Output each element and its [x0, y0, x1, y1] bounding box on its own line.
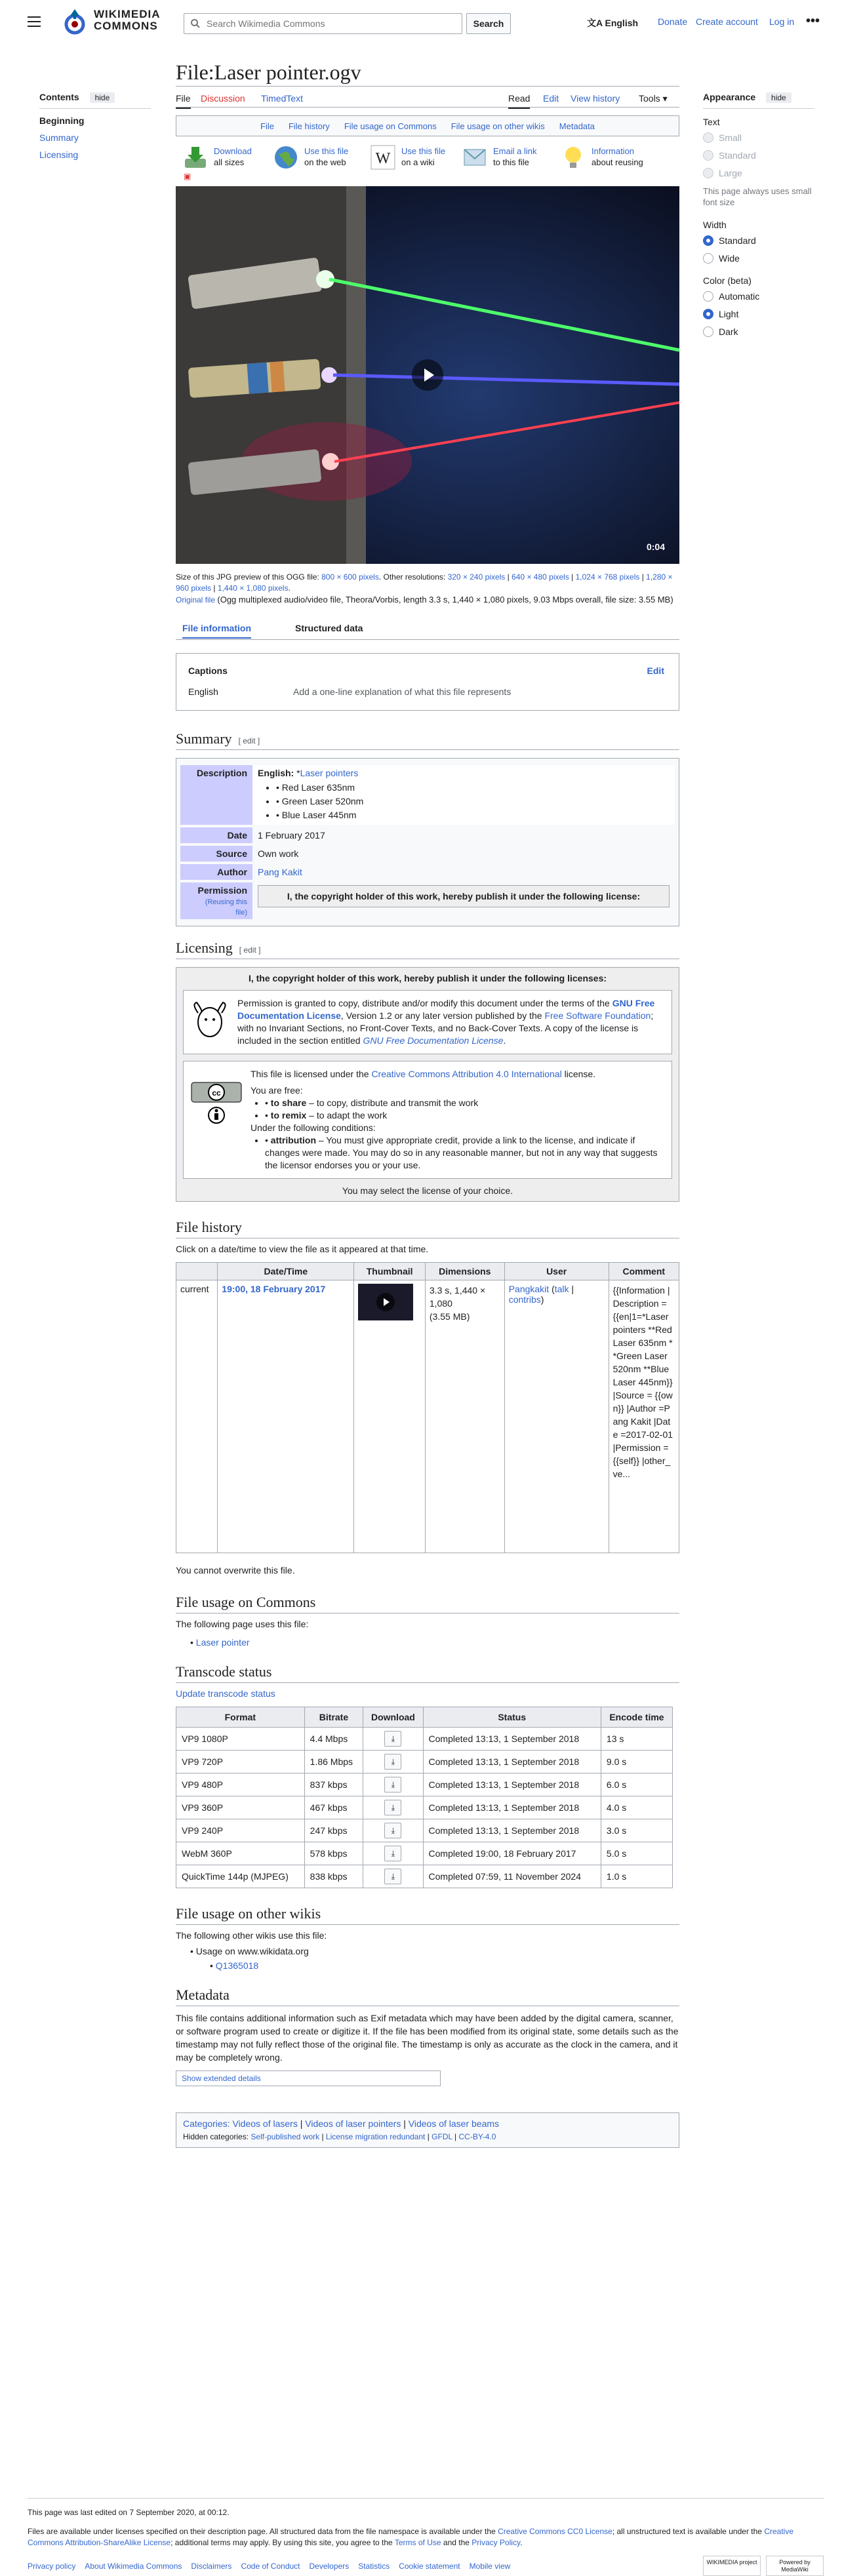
- categories-label-link[interactable]: Categories:: [183, 2118, 230, 2129]
- text-size-small-option: Small: [703, 132, 814, 143]
- tab-discussion[interactable]: Discussion: [201, 93, 245, 104]
- history-comment: {{Information |Description = {{en|1=*Laser pointers **Red Laser 635nm **Green Laser 520nm **Blue Laser 445nm}} |Source = {{own}} |Author =Pang Kakit |Date =2017-02-01 |Permission ={{self}} |other_ve...: [609, 1280, 679, 1553]
- transcode-heading: Transcode status: [176, 1661, 679, 1683]
- category-link[interactable]: Videos of lasers: [232, 2118, 298, 2129]
- captions-box: [176, 653, 679, 711]
- download-icon[interactable]: ⤓: [384, 1846, 401, 1861]
- cc-by-icon: [190, 1081, 243, 1127]
- gfdl-license: Permission is granted to copy, distribute and/or modify this document under the terms of the GNU Free Documentation License, Version 1.2 or any later version published by the Free Software Foundation; with no Invariant Sections, no Front-Cover Texts, and no Back-Cover Texts. A copy of the license is included in the section entitled GNU Free Documentation License.: [183, 990, 672, 1054]
- powered-by-mediawiki-badge[interactable]: Powered by MediaWiki: [766, 2556, 824, 2576]
- search-button[interactable]: Search: [466, 13, 511, 34]
- captions-title: Captions: [188, 665, 228, 676]
- col-format: Format: [176, 1707, 305, 1728]
- preview-size-link[interactable]: 800 × 600 pixels: [321, 572, 379, 582]
- otherwikis-intro: The following other wikis use this file:: [176, 1930, 327, 1941]
- toc-title: Contents: [39, 92, 79, 102]
- create-account-link[interactable]: Create account: [696, 16, 758, 27]
- footer-link[interactable]: Cookie statement: [399, 2562, 460, 2571]
- table-row: VP9 360P 467 kbps ⤓ Completed 13:13, 1 September 2018 4.0 s: [176, 1796, 673, 1819]
- license-box: [176, 967, 679, 1202]
- wikidata-usage: • Usage on www.wikidata.org: [190, 1946, 309, 1956]
- width-label: Width: [703, 220, 727, 230]
- appearance-title: Appearance: [703, 92, 756, 102]
- fsf-link[interactable]: Free Software Foundation: [544, 1010, 651, 1021]
- page-title: File:Laser pointer.ogv: [176, 59, 679, 87]
- information-table: [176, 758, 679, 926]
- color-dark-option[interactable]: Dark: [703, 327, 814, 337]
- hidden-category-link[interactable]: CC-BY-4.0: [458, 2132, 496, 2141]
- use-on-web-action[interactable]: Use this file on the web: [273, 144, 348, 170]
- cc0-link[interactable]: Creative Commons CC0 License: [498, 2527, 612, 2536]
- metadata-heading: Metadata: [176, 1984, 679, 2006]
- update-transcode-link[interactable]: Update transcode status: [176, 1688, 275, 1699]
- donate-link[interactable]: Donate: [658, 16, 688, 27]
- width-standard-option[interactable]: Standard: [703, 235, 814, 246]
- table-row: WebM 360P 578 kbps ⤓ Completed 19:00, 18 February 2017 5.0 s: [176, 1842, 673, 1865]
- svg-text:cc: cc: [212, 1088, 221, 1098]
- resolution-link[interactable]: 1,440 × 1,080 pixels: [217, 584, 289, 593]
- lightbulb-icon: [560, 144, 586, 170]
- caption-placeholder[interactable]: Add a one-line explanation of what this file represents: [293, 686, 511, 697]
- license-choice-note: You may select the license of your choice.: [342, 1185, 513, 1196]
- gfdl-link[interactable]: GNU Free Documentation License: [237, 998, 655, 1021]
- footer-link[interactable]: Statistics: [358, 2562, 390, 2571]
- wikipedia-icon: [370, 144, 396, 170]
- user-contribs-link[interactable]: contribs: [508, 1294, 541, 1305]
- gfdl-section-link[interactable]: GNU Free Documentation License: [363, 1035, 504, 1046]
- toc-hide-button[interactable]: hide: [90, 92, 115, 103]
- page-tabs: [176, 88, 679, 108]
- author-link[interactable]: Pang Kakit: [258, 867, 302, 877]
- license-notice: Files are available under licenses specified on their description page. All structured data from the file namespace is available under the Creative Commons CC0 License; all unstructured text is available under the Creative Commons Attribution-ShareAlike License; additional terms may apply. By using this site, you agree to the Terms of Use and the Privacy Policy.: [28, 2527, 793, 2547]
- user-link[interactable]: Pangkakit: [508, 1284, 550, 1294]
- color-label: Color (beta): [703, 275, 752, 286]
- font-size-note: This page always uses small font size: [703, 186, 812, 207]
- transcode-table: [176, 1707, 673, 1888]
- commons-wordmark[interactable]: [94, 9, 161, 32]
- tab-tools[interactable]: Tools ▾: [639, 93, 668, 104]
- col-comment: Comment: [609, 1263, 679, 1280]
- date-label: Date: [180, 827, 252, 843]
- filetoc-metadata[interactable]: Metadata: [559, 121, 595, 131]
- filetoc-history[interactable]: File history: [288, 121, 330, 131]
- list-item: • • attribution – You must give appropriate credit, provide a link to the license, and indicate if changes were made. You may do so in any reasonable manner, but not in any way that suggests the licensor endorses you or your use.: [265, 1134, 665, 1172]
- video-player[interactable]: [176, 186, 679, 564]
- permission-box: I, the copyright holder of this work, hereby publish it under the following license:: [258, 885, 670, 907]
- reusing-link[interactable]: (Reusing this file): [205, 898, 247, 917]
- filetoc-file[interactable]: File: [260, 121, 274, 131]
- col-datetime: Date/Time: [218, 1263, 354, 1280]
- download-icon: [182, 144, 209, 170]
- hidden-category-link[interactable]: Self-published work: [251, 2132, 320, 2141]
- list-item: • • Green Laser 520nm: [276, 795, 670, 808]
- history-heading: File history: [176, 1216, 679, 1238]
- list-item: • • Blue Laser 445nm: [276, 808, 670, 822]
- main-content: File:Laser pointer.ogv File Discussion TimedText Read Edit View history Tools ▾ File File history File usage on Commons File usage on other wikis Metadata Download all sizes Use this file on the web W Use this file on a wiki Email a link to this file Information about reusing ▣ 0:04 Size of this JPG preview of this OGG file: 800 × 600 pixels. Other resolutions: 320 × 240 pixels | 640 × 480 pixels | 1,024 × 768 pixels | 1,280 × 960 pixels | 1,440 × 1,080 pixels. Original file (Ogg multiplexed audio/video file, Theora/Vorbis, length 3.3 s, 1,440 × 1,080 pixels, 9.03 Mbps overall, file size: 3.55 MB) File information Structured data Captions Edit English Add a one-line explanation of what this file represents Summary [ edit ] Description English: *Laser pointers • • Red Laser 635nm • • Green Laser 520nm • • Blue Laser 445nm Date 1 February 2017 Source Own work Author Pang Kakit Permission (Reusing this file) I, the copyright holder of this work, hereby publish it under the following license: Licensing [ edit ] I, the copyright holder of this work, hereby publish it under the following licenses: Permission is granted to copy, distribute and/or modify this document under the terms of the GNU Free Documentation License, Version 1.2 or any later version published by the Free Software Foundation; with no Invariant Sections, no Front-Cover Texts, and no Back-Cover Texts. A copy of the license is included in the section entitled GNU Free Documentation License. cc This file is licensed under the Creative Commons Attribution 4.0 International license. You are free: • • to share – to copy, distribute and transmit the work • • to remix – to adapt the work Under the following conditions: • • attribution – You must give appropriate credit, provide a link to the license, and indicate if changes were made. You may do so in any reasonable manner, but not in any way that suggests the licensor endorses you or your use. You may select the license of your choice. File history Click on a date/time to view the file as it appeared at that time. Date/Time Thumbnail Dimensions User Comment current 19:00, 18 February 2017 3.3 s, 1,440 × 1,080 (3.55 MB) Pangkakit (talk | contribs) {{Information |Description = {{en|1=*Laser pointers **Red Laser 635nm **Green Laser 520nm **Blue Laser 445nm}} |Source = {{own}} |Author =Pang Kakit |Date =2017-02-01 |Permission ={{self}} |other_ve... You cannot overwrite this file. File usage on Commons The following page uses this file: • Laser pointer Transcode status Update transcode status Format Bitrate Download Status Encode time VP9 1080P 4.4 Mbps ⤓ Completed 13:13, 1 September 2018 13 s VP9 720P 1.86 Mbps ⤓ Completed 13:13, 1 September 2018 9.0 s VP9 480P 837 kbps ⤓ Completed 13:13, 1 September 2018 6.0 s VP9 360P 467 kbps ⤓ Completed 13:13, 1 September 2018 4.0 s VP9 240P 247 kbps ⤓ Completed 13:13, 1 September 2018 3.0 s WebM 360P 578 kbps ⤓ Completed 19:00, 18 February 2017 5.0 s QuickTime 144p (MJPEG) 838 kbps ⤓ Completed 07:59, 11 November 2024 1.0 s File usage on other wikis The following other wikis use this file: • Usage on www.wikidata.org • Q1365018 Metadata This file contains additional information such as Exif metadata which may have been added by the digital camera, scanner, or software program used to create or digitize it. If the file has been modified from its original state, some details such as the timestamp may not fully reflect those of the original file. The timestamp is only as accurate as the clock in the camera, and it may be completely wrong. Show extended details Categories: Videos of lasers | Videos of laser pointers | Videos of laser beams Hidden categories: Self-published work | License migration redundant | GFDL | CC-BY-4.0: [176, 59, 679, 2148]
- download-icon[interactable]: ⤓: [384, 1731, 401, 1747]
- laser-pointers-link[interactable]: Laser pointers: [300, 768, 359, 778]
- category-link[interactable]: Videos of laser pointers: [305, 2118, 401, 2129]
- summary-heading: Summary [ edit ]: [176, 728, 679, 750]
- otherwikis-heading: File usage on other wikis: [176, 1903, 679, 1925]
- appearance-panel: [703, 92, 814, 344]
- description-label: Description: [180, 765, 252, 825]
- col-dimensions: Dimensions: [425, 1263, 504, 1280]
- download-icon[interactable]: ⤓: [384, 1869, 401, 1884]
- hamburger-menu-icon[interactable]: [28, 16, 41, 27]
- download-action[interactable]: Download all sizes: [182, 144, 252, 170]
- language-icon: 文A: [587, 18, 603, 28]
- text-size-large-option: Large: [703, 168, 814, 178]
- col-thumbnail: Thumbnail: [354, 1263, 426, 1280]
- category-link[interactable]: Videos of laser beams: [408, 2118, 500, 2129]
- licensing-heading: Licensing [ edit ]: [176, 937, 679, 959]
- color-automatic-option[interactable]: Automatic: [703, 291, 814, 302]
- toc-item-beginning[interactable]: Beginning: [39, 115, 85, 126]
- show-extended-details-link[interactable]: Show extended details: [182, 2074, 261, 2083]
- history-dimensions: 3.3 s, 1,440 × 1,080: [429, 1285, 486, 1309]
- footer-link[interactable]: Mobile view: [469, 2562, 511, 2571]
- resolution-link[interactable]: 1,280 × 960 pixels: [176, 572, 673, 593]
- footer-link[interactable]: Disclaimers: [191, 2562, 232, 2571]
- wordmark-line2: COMMONS: [94, 20, 158, 32]
- wikidata-item-link[interactable]: Q1365018: [215, 1960, 259, 1971]
- resolution-link[interactable]: 1,024 × 768 pixels: [575, 572, 640, 582]
- wikimedia-project-badge[interactable]: WIKIMEDIA project: [703, 2556, 761, 2576]
- permission-label: Permission (Reusing this file): [180, 882, 252, 919]
- usage-intro: The following page uses this file:: [176, 1619, 309, 1629]
- cc-by-license: cc This file is licensed under the Creative Commons Attribution 4.0 International license. You are free: • • to share – to copy, distribute and transmit the work • • to remix – to adapt the work Under the following conditions: • • attribution – You must give appropriate credit, provide a link to the license, and indicate if changes were made. You may do so in any reasonable manner, but not in any way that suggests the licensor endorses you or your use.: [183, 1061, 672, 1179]
- filetoc-otherwikis[interactable]: File usage on other wikis: [451, 121, 545, 131]
- tab-file[interactable]: File: [176, 93, 191, 109]
- info-tabs: [176, 622, 679, 640]
- appearance-hide-button[interactable]: hide: [766, 92, 792, 103]
- table-row: VP9 480P 837 kbps ⤓ Completed 13:13, 1 September 2018 6.0 s: [176, 1773, 673, 1796]
- table-of-contents: [39, 92, 151, 167]
- tab-structured-data[interactable]: Structured data: [295, 623, 363, 633]
- reuse-info-action[interactable]: Information about reusing: [560, 144, 643, 170]
- table-row: VP9 1080P 4.4 Mbps ⤓ Completed 13:13, 1 September 2018 13 s: [176, 1728, 673, 1751]
- svg-text:W: W: [375, 150, 391, 167]
- last-edited: This page was last edited on 7 September 2020, at 00:12.: [28, 2498, 824, 2517]
- tab-timedtext[interactable]: TimedText: [261, 93, 304, 104]
- footer-link[interactable]: About Wikimedia Commons: [85, 2562, 182, 2571]
- width-wide-option[interactable]: Wide: [703, 253, 814, 264]
- privacy-policy-link[interactable]: Privacy Policy: [471, 2538, 521, 2547]
- commons-logo-icon[interactable]: [60, 8, 89, 37]
- text-size-standard-option: Standard: [703, 150, 814, 161]
- resolution-link[interactable]: 320 × 240 pixels: [447, 572, 506, 582]
- page-footer: [28, 2498, 824, 2571]
- footer-link[interactable]: Developers: [309, 2562, 350, 2571]
- globe-icon: [273, 144, 299, 170]
- cc-by-4-link[interactable]: Creative Commons Attribution 4.0 International: [371, 1069, 562, 1079]
- current-label: current: [176, 1280, 218, 1553]
- color-light-option[interactable]: Light: [703, 309, 814, 319]
- categories-box: Categories: Videos of lasers | Videos of laser pointers | Videos of laser beams Hidden categories: Self-published work | License migration redundant | GFDL | CC-BY-4.0: [176, 2112, 679, 2148]
- author-label: Author: [180, 864, 252, 880]
- user-talk-link[interactable]: talk: [554, 1284, 569, 1294]
- col-bitrate: Bitrate: [304, 1707, 363, 1728]
- filetoc-usage[interactable]: File usage on Commons: [344, 121, 437, 131]
- tab-view-history[interactable]: View history: [571, 93, 620, 104]
- licensing-edit-link[interactable]: [ edit ]: [239, 945, 261, 955]
- col-status: Status: [423, 1707, 601, 1728]
- pdf-icon[interactable]: ▣: [184, 172, 191, 181]
- usage-page-link[interactable]: Laser pointer: [195, 1637, 250, 1648]
- gnu-head-icon: [190, 1001, 230, 1040]
- terms-link[interactable]: Terms of Use: [394, 2538, 441, 2547]
- search-input[interactable]: [207, 14, 456, 33]
- footer-link[interactable]: Code of Conduct: [241, 2562, 300, 2571]
- summary-edit-link[interactable]: [ edit ]: [238, 736, 260, 745]
- description-value: English: *Laser pointers • • Red Laser 635nm • • Green Laser 520nm • • Blue Laser 445nm: [252, 765, 675, 825]
- col-user: User: [504, 1263, 609, 1280]
- tab-read[interactable]: Read: [508, 93, 530, 109]
- download-icon[interactable]: ⤓: [384, 1823, 401, 1838]
- download-icon[interactable]: ⤓: [384, 1754, 401, 1770]
- tab-file-information[interactable]: File information: [182, 623, 251, 639]
- captions-edit-button[interactable]: Edit: [647, 665, 664, 676]
- search-box: [184, 13, 462, 34]
- history-thumbnail[interactable]: [358, 1284, 413, 1320]
- download-icon[interactable]: ⤓: [384, 1800, 401, 1815]
- original-file-link[interactable]: Original file: [176, 595, 216, 604]
- table-row: QuickTime 144p (MJPEG) 838 kbps ⤓ Completed 07:59, 11 November 2024 1.0 s: [176, 1865, 673, 1888]
- cc-by-sa-link[interactable]: Creative Commons Attribution-ShareAlike License: [28, 2527, 793, 2547]
- file-toc-bar: [176, 115, 679, 136]
- table-row: VP9 720P 1.86 Mbps ⤓ Completed 13:13, 1 September 2018 9.0 s: [176, 1751, 673, 1773]
- list-item: • • Red Laser 635nm: [276, 781, 670, 795]
- text-size-label: Text: [703, 117, 720, 127]
- history-table: [176, 1262, 679, 1553]
- source-label: Source: [180, 846, 252, 862]
- play-button[interactable]: [412, 359, 443, 391]
- footer-link[interactable]: Privacy policy: [28, 2562, 76, 2571]
- toc-item-licensing[interactable]: Licensing: [39, 149, 79, 160]
- toc-item-summary[interactable]: Summary: [39, 132, 79, 143]
- wordmark-line1: WIKIMEDIA: [94, 8, 161, 20]
- list-item: • • to share – to copy, distribute and transmit the work: [265, 1097, 665, 1109]
- license-header: I, the copyright holder of this work, hereby publish it under the following licenses:: [248, 973, 607, 983]
- language-label: English: [605, 18, 639, 28]
- resolution-link[interactable]: 640 × 480 pixels: [511, 572, 569, 582]
- play-icon: [376, 1293, 395, 1311]
- history-date-link[interactable]: 19:00, 18 February 2017: [222, 1284, 326, 1294]
- download-icon[interactable]: ⤓: [384, 1777, 401, 1793]
- use-on-wiki-action[interactable]: W Use this file on a wiki: [370, 144, 445, 170]
- col-download: Download: [363, 1707, 423, 1728]
- list-item: • • to remix – to adapt the work: [265, 1109, 665, 1122]
- source-value: Own work: [258, 848, 299, 859]
- hidden-category-link[interactable]: License migration redundant: [325, 2132, 426, 2141]
- hidden-category-link[interactable]: GFDL: [431, 2132, 452, 2141]
- history-intro: Click on a date/time to view the file as it appeared at that time.: [176, 1244, 429, 1254]
- language-selector[interactable]: [587, 16, 638, 30]
- no-overwrite-note: You cannot overwrite this file.: [176, 1565, 295, 1575]
- table-row: VP9 240P 247 kbps ⤓ Completed 13:13, 1 September 2018 3.0 s: [176, 1819, 673, 1842]
- resolution-info: Size of this JPG preview of this OGG file: 800 × 600 pixels. Other resolutions: 320 × 240 pixels | 640 × 480 pixels | 1,024 × 768 pixels | 1,280 × 960 pixels | 1,440 × 1,080 pixels. Original file (Ogg multiplexed audio/video file, Theora/Vorbis, length 3.3 s, 1,440 × 1,080 pixels, 9.03 Mbps overall, file size: 3.55 MB): [176, 572, 673, 604]
- file-actions: [176, 140, 679, 184]
- col-encode-time: Encode time: [601, 1707, 672, 1728]
- usage-heading: File usage on Commons: [176, 1591, 679, 1614]
- log-in-link[interactable]: Log in: [769, 16, 795, 27]
- video-duration: 0:04: [646, 542, 665, 552]
- table-row: current 19:00, 18 February 2017 3.3 s, 1,440 × 1,080 (3.55 MB) Pangkakit (talk | contribs) {{Information |Description = {{en|1=*Laser pointers **Red Laser 635nm **Green Laser 520nm **Blue Laser 445nm}} |Source = {{own}} |Author =Pang Kakit |Date =2017-02-01 |Permission ={{self}} |other_ve...: [176, 1280, 679, 1553]
- more-options-icon[interactable]: •••: [806, 14, 820, 28]
- caption-language: English: [188, 686, 218, 697]
- tab-edit[interactable]: Edit: [543, 93, 559, 104]
- email-link-action[interactable]: Email a link to this file: [462, 144, 536, 170]
- site-header: [0, 0, 842, 45]
- play-icon: [412, 359, 443, 391]
- date-value: 1 February 2017: [258, 830, 325, 841]
- email-icon: [462, 144, 488, 170]
- metadata-text: This file contains additional information such as Exif metadata which may have been added by the digital camera, scanner, or software program used to create or digitize it. If the file has been modified from its original state, some details such as the timestamp may not fully reflect those of the original file. The timestamp is only as accurate as the clock in the camera, and it may be completely wrong.: [176, 2013, 679, 2063]
- search-icon: [191, 19, 200, 28]
